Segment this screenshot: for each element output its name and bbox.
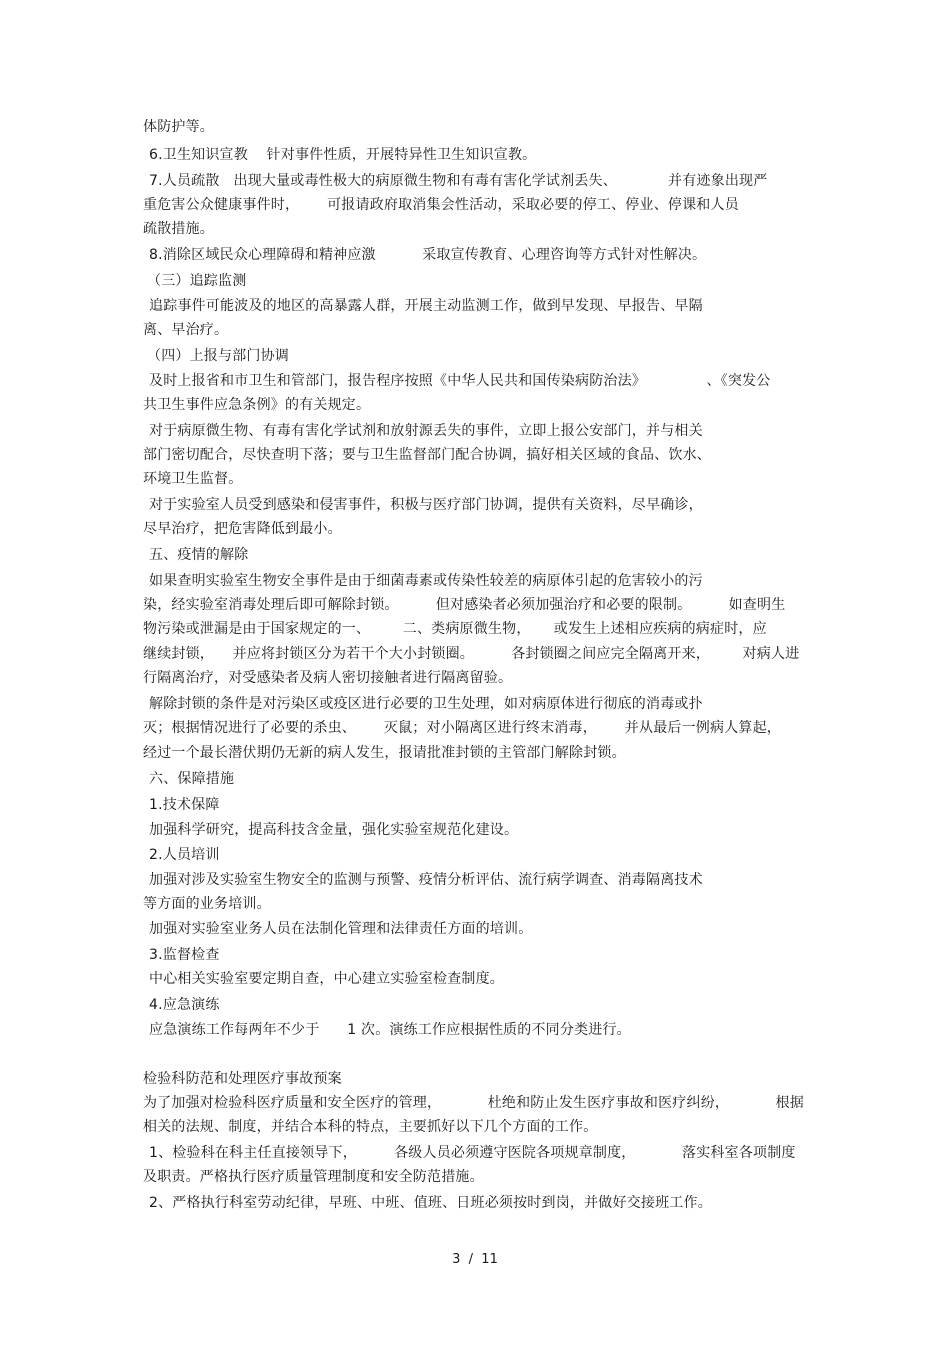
subsection-heading: 3.监督检查 (149, 947, 220, 963)
text-line: 重危害公众健康事件时， 可报请政府取消集会性活动，采取必要的停工、停业、停课和人员 (143, 197, 739, 213)
text-line: 环境卫生监督。 (143, 471, 243, 487)
text-line: 应急演练工作每两年不少于 1 次。演练工作应根据性质的不同分类进行。 (149, 1022, 631, 1038)
text-line: 6.卫生知识宣教 针对事件性质，开展特异性卫生知识宣教。 (149, 147, 537, 163)
text-line: 8.消除区域民众心理障碍和精神应激 采取宣传教育、心理咨询等方式针对性解决。 (149, 247, 707, 263)
subsection-heading: 1.技术保障 (149, 797, 220, 813)
text-line: 灭；根据情况进行了必要的杀虫、 灭鼠；对小隔离区进行终末消毒， 并从最后一例病人算起， (143, 720, 781, 736)
text-line: 物污染或泄漏是由于国家规定的一、 二、类病原微生物， 或发生上述相应疾病的病症时，应 (143, 621, 767, 637)
text-line: 尽早治疗，把危害降低到最小。 (143, 521, 342, 537)
text-line: 2、严格执行科室劳动纪律，早班、中班、值班、日班必须按时到岗，并做好交接班工作。 (149, 1195, 712, 1211)
text-line: 体防护等。 (143, 119, 214, 135)
text-line: 相关的法规、制度，并结合本科的特点，主要抓好以下几个方面的工作。 (143, 1119, 598, 1135)
section-heading: 六、保障措施 (149, 771, 235, 787)
text-line: 及时上报省和市卫生和管部门，报告程序按照《中华人民共和国传染病防治法》 、《突发公 (149, 373, 771, 389)
subsection-heading: 4.应急演练 (149, 997, 220, 1013)
page-number: 3 / 11 (452, 1252, 498, 1267)
text-line: 如果查明实验室生物安全事件是由于细菌毒素或传染性较差的病原体引起的危害较小的污 (149, 573, 703, 589)
text-line: 加强科学研究，提高科技含金量，强化实验室规范化建设。 (149, 822, 519, 838)
text-line: 疏散措施。 (143, 221, 214, 237)
text-line: 共卫生事件应急条例》的有关规定。 (143, 397, 371, 413)
text-line: 追踪事件可能波及的地区的高暴露人群，开展主动监测工作，做到早发现、早报告、早隔 (149, 298, 703, 314)
text-line: 行隔离治疗，对受感染者及病人密切接触者进行隔离留验。 (143, 670, 513, 686)
text-line: 7.人员疏散 出现大量或毒性极大的病原微生物和有毒有害化学试剂丢失、 并有迹象出现严 (149, 173, 768, 189)
text-line: 离、早治疗。 (143, 322, 229, 338)
text-line: 加强对涉及实验室生物安全的监测与预警、疫情分析评估、流行病学调查、消毒隔离技术 (149, 872, 703, 888)
section-heading: （三）追踪监测 (147, 273, 247, 289)
subsection-heading: 2.人员培训 (149, 847, 220, 863)
text-line: 为了加强对检验科医疗质量和安全医疗的管理， 杜绝和防止发生医疗事故和医疗纠纷， 根据 (143, 1095, 805, 1111)
text-line: 部门密切配合，尽快查明下落；要与卫生监督部门配合协调，搞好相关区域的食品、饮水、 (143, 447, 711, 463)
text-line: 解除封锁的条件是对污染区或疫区进行必要的卫生处理，如对病原体进行彻底的消毒或扑 (149, 696, 703, 712)
text-line: 等方面的业务培训。 (143, 896, 271, 912)
document-title: 检验科防范和处理医疗事故预案 (143, 1071, 342, 1087)
text-line: 1、检验科在科主任直接领导下， 各级人员必须遵守医院各项规章制度， 落实科室各项制度 (149, 1145, 796, 1161)
text-line: 继续封锁， 并应将封锁区分为若干个大小封锁圈。 各封锁圈之间应完全隔离开来， 对病人进 (143, 646, 800, 662)
text-line: 对于实验室人员受到感染和侵害事件，积极与医疗部门协调，提供有关资料，尽早确诊， (149, 497, 703, 513)
text-line: 加强对实验室业务人员在法制化管理和法律责任方面的培训。 (149, 921, 533, 937)
text-line: 中心相关实验室要定期自查，中心建立实验室检查制度。 (149, 971, 504, 987)
text-line: 及职责。严格执行医疗质量管理制度和安全防范措施。 (143, 1169, 484, 1185)
section-heading: 五、疫情的解除 (149, 547, 249, 563)
text-line: 经过一个最长潜伏期仍无新的病人发生，报请批准封锁的主管部门解除封锁。 (143, 745, 626, 761)
text-line: 对于病原微生物、有毒有害化学试剂和放射源丢失的事件，立即上报公安部门，并与相关 (149, 423, 703, 439)
section-heading: （四）上报与部门协调 (147, 348, 289, 364)
text-line: 染，经实验室消毒处理后即可解除封锁。 但对感染者必须加强治疗和必要的限制。 如查明生 (143, 597, 786, 613)
